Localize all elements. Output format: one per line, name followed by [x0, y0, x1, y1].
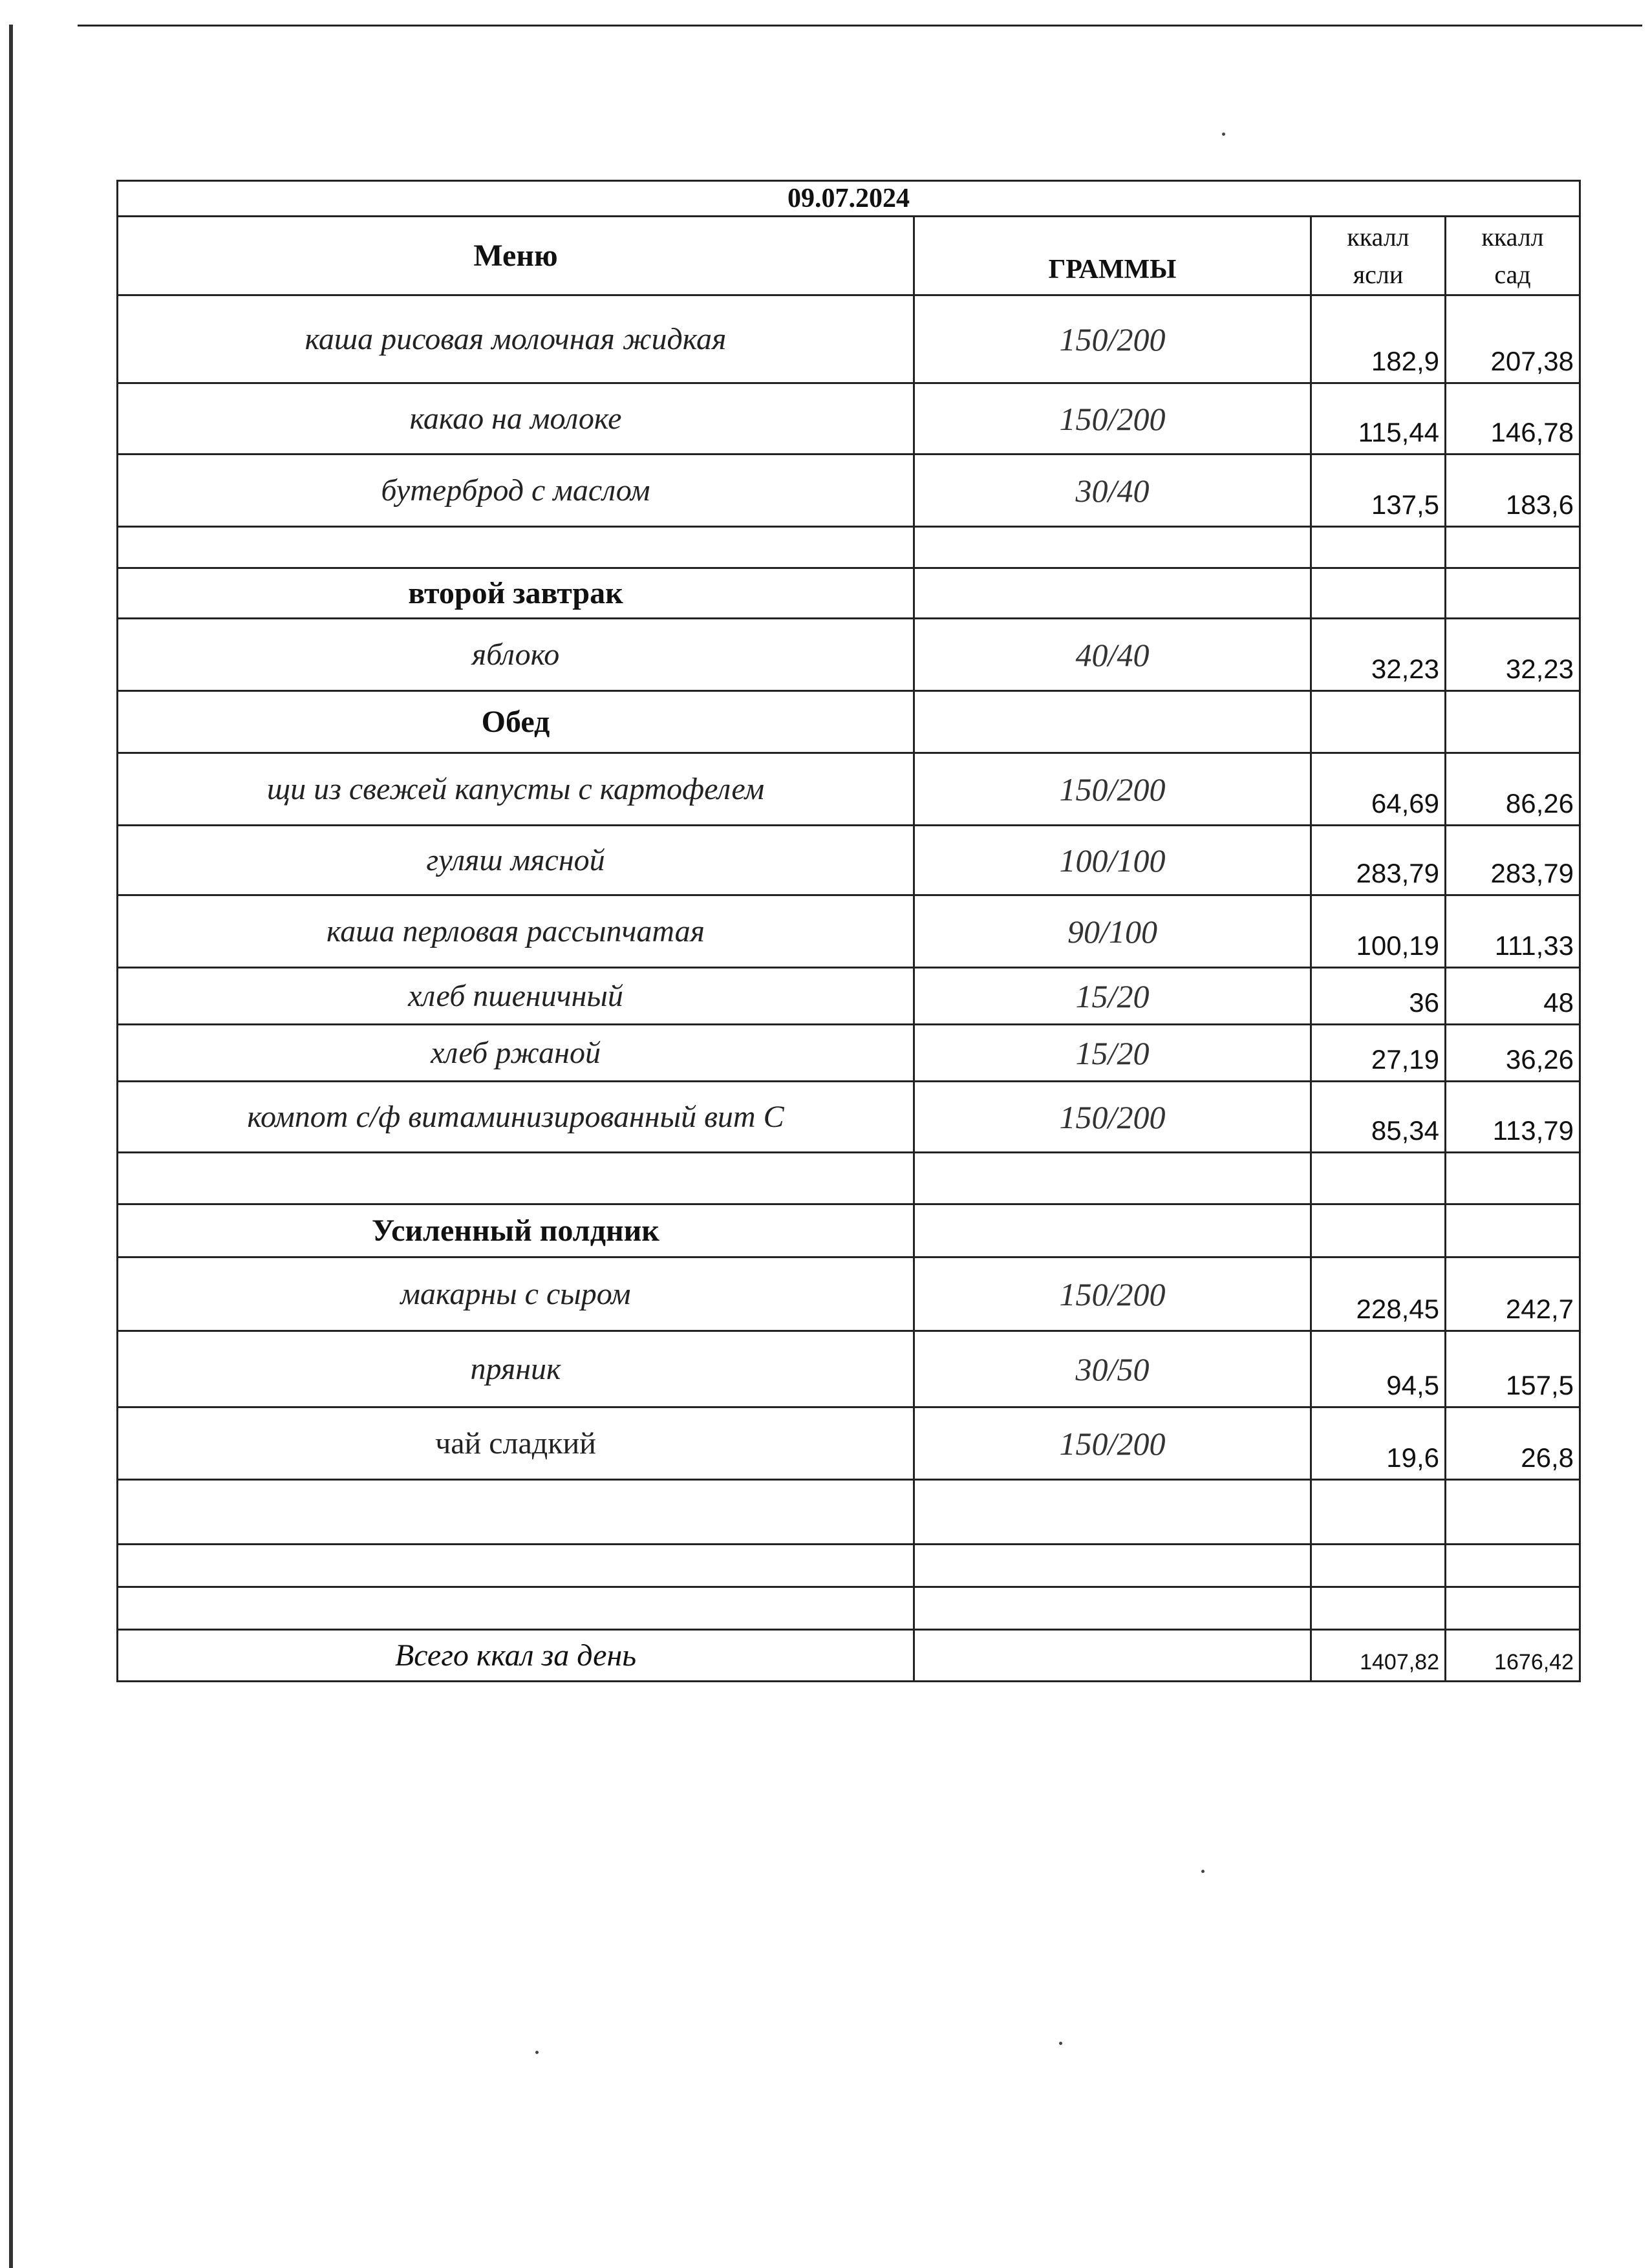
empty-row	[118, 1545, 1580, 1587]
dish-name	[118, 1587, 914, 1630]
dish-name: яблоко	[118, 619, 914, 691]
kcal-nursery	[1311, 1587, 1446, 1630]
section-row	[118, 691, 1580, 753]
kcal-garden: 32,23	[1446, 619, 1580, 691]
kcal-nursery: 64,69	[1311, 753, 1446, 826]
kcal-garden	[1446, 1204, 1580, 1257]
scan-speck	[535, 2051, 539, 2054]
header-kcal-nursery-line1: ккалл	[1347, 222, 1409, 251]
date-row	[118, 181, 1580, 217]
dish-row	[118, 1257, 1580, 1331]
kcal-nursery	[1311, 1153, 1446, 1204]
dish-row	[118, 753, 1580, 826]
kcal-garden: 146,78	[1446, 383, 1580, 455]
dish-name: каша рисовая молочная жидкая	[118, 295, 914, 383]
dish-name: макарны с сыром	[118, 1257, 914, 1331]
section-row	[118, 568, 1580, 619]
dish-name: пряник	[118, 1331, 914, 1407]
dish-row	[118, 1407, 1580, 1480]
kcal-garden	[1446, 691, 1580, 753]
kcal-nursery: 36	[1311, 968, 1446, 1025]
scan-border-top	[78, 25, 1642, 27]
total-label: Всего ккал за день	[118, 1630, 914, 1682]
dish-grams: 100/100	[914, 826, 1311, 895]
dish-name	[118, 527, 914, 568]
dish-grams	[914, 691, 1311, 753]
kcal-nursery: 94,5	[1311, 1331, 1446, 1407]
dish-name: гуляш мясной	[118, 826, 914, 895]
empty-row	[118, 1480, 1580, 1545]
dish-row	[118, 455, 1580, 527]
kcal-garden	[1446, 527, 1580, 568]
total-grams-empty	[914, 1630, 1311, 1682]
kcal-nursery: 182,9	[1311, 295, 1446, 383]
kcal-garden	[1446, 1153, 1580, 1204]
kcal-nursery: 19,6	[1311, 1407, 1446, 1480]
dish-name	[118, 1480, 914, 1545]
section-title: Обед	[118, 691, 914, 753]
kcal-nursery: 85,34	[1311, 1082, 1446, 1153]
dish-row	[118, 826, 1580, 895]
header-kcal-garden-line1: ккалл	[1481, 222, 1544, 251]
dish-name: щи из свежей капусты с картофелем	[118, 753, 914, 826]
scan-speck	[1222, 133, 1225, 136]
dish-name	[118, 1153, 914, 1204]
dish-name: хлеб пшеничный	[118, 968, 914, 1025]
section-title: второй завтрак	[118, 568, 914, 619]
kcal-nursery: 32,23	[1311, 619, 1446, 691]
dish-grams: 150/200	[914, 1407, 1311, 1480]
dish-grams: 15/20	[914, 1025, 1311, 1082]
dish-grams: 40/40	[914, 619, 1311, 691]
kcal-garden: 183,6	[1446, 455, 1580, 527]
kcal-nursery	[1311, 691, 1446, 753]
header-grams: ГРАММЫ	[914, 217, 1311, 295]
section-row	[118, 1204, 1580, 1257]
kcal-garden	[1446, 1545, 1580, 1587]
total-row	[118, 1630, 1580, 1682]
dish-grams	[914, 1587, 1311, 1630]
dish-grams: 15/20	[914, 968, 1311, 1025]
kcal-nursery	[1311, 1480, 1446, 1545]
dish-row	[118, 895, 1580, 968]
header-row	[118, 217, 1580, 295]
dish-row	[118, 619, 1580, 691]
kcal-garden	[1446, 568, 1580, 619]
dish-grams	[914, 1204, 1311, 1257]
kcal-nursery	[1311, 568, 1446, 619]
dish-name: бутерброд с маслом	[118, 455, 914, 527]
dish-row	[118, 1025, 1580, 1082]
dish-grams: 30/50	[914, 1331, 1311, 1407]
dish-grams	[914, 1480, 1311, 1545]
dish-row	[118, 295, 1580, 383]
dish-name: хлеб ржаной	[118, 1025, 914, 1082]
dish-name: каша перловая рассыпчатая	[118, 895, 914, 968]
kcal-garden: 36,26	[1446, 1025, 1580, 1082]
dish-grams: 150/200	[914, 1257, 1311, 1331]
dish-name: чай сладкий	[118, 1407, 914, 1480]
kcal-garden: 207,38	[1446, 295, 1580, 383]
dish-grams: 30/40	[914, 455, 1311, 527]
header-kcal-nursery	[1311, 217, 1446, 295]
dish-grams	[914, 1153, 1311, 1204]
dish-grams: 90/100	[914, 895, 1311, 968]
header-kcal-nursery-line2: ясли	[1353, 259, 1404, 289]
kcal-nursery: 115,44	[1311, 383, 1446, 455]
empty-row	[118, 527, 1580, 568]
empty-row	[118, 1587, 1580, 1630]
kcal-nursery	[1311, 1204, 1446, 1257]
kcal-garden	[1446, 1587, 1580, 1630]
section-title: Усиленный полдник	[118, 1204, 914, 1257]
dish-row	[118, 383, 1580, 455]
kcal-nursery	[1311, 1545, 1446, 1587]
dish-grams: 150/200	[914, 295, 1311, 383]
header-kcal-garden	[1446, 217, 1580, 295]
menu-table	[116, 180, 1581, 1682]
scan-speck	[1059, 2042, 1062, 2045]
total-kcal-garden: 1676,42	[1446, 1630, 1580, 1682]
kcal-garden: 111,33	[1446, 895, 1580, 968]
dish-row	[118, 968, 1580, 1025]
kcal-nursery: 27,19	[1311, 1025, 1446, 1082]
kcal-garden: 283,79	[1446, 826, 1580, 895]
dish-grams	[914, 568, 1311, 619]
kcal-nursery: 283,79	[1311, 826, 1446, 895]
kcal-garden: 26,8	[1446, 1407, 1580, 1480]
dish-row	[118, 1082, 1580, 1153]
dish-grams	[914, 1545, 1311, 1587]
menu-date: 09.07.2024	[118, 181, 1580, 217]
kcal-garden: 86,26	[1446, 753, 1580, 826]
scan-speck	[1201, 1870, 1205, 1873]
dish-name	[118, 1545, 914, 1587]
kcal-nursery: 228,45	[1311, 1257, 1446, 1331]
dish-grams: 150/200	[914, 383, 1311, 455]
total-kcal-nursery: 1407,82	[1311, 1630, 1446, 1682]
dish-name: компот с/ф витаминизированный вит С	[118, 1082, 914, 1153]
header-menu: Меню	[118, 217, 914, 295]
kcal-nursery	[1311, 527, 1446, 568]
empty-row	[118, 1153, 1580, 1204]
dish-row	[118, 1331, 1580, 1407]
kcal-nursery: 100,19	[1311, 895, 1446, 968]
kcal-garden: 113,79	[1446, 1082, 1580, 1153]
dish-grams: 150/200	[914, 1082, 1311, 1153]
scan-border-left	[9, 25, 13, 2268]
kcal-garden: 157,5	[1446, 1331, 1580, 1407]
header-kcal-garden-line2: сад	[1494, 259, 1531, 289]
dish-name: какао на молоке	[118, 383, 914, 455]
dish-grams: 150/200	[914, 753, 1311, 826]
kcal-garden	[1446, 1480, 1580, 1545]
dish-grams	[914, 527, 1311, 568]
kcal-garden: 242,7	[1446, 1257, 1580, 1331]
kcal-garden: 48	[1446, 968, 1580, 1025]
kcal-nursery: 137,5	[1311, 455, 1446, 527]
